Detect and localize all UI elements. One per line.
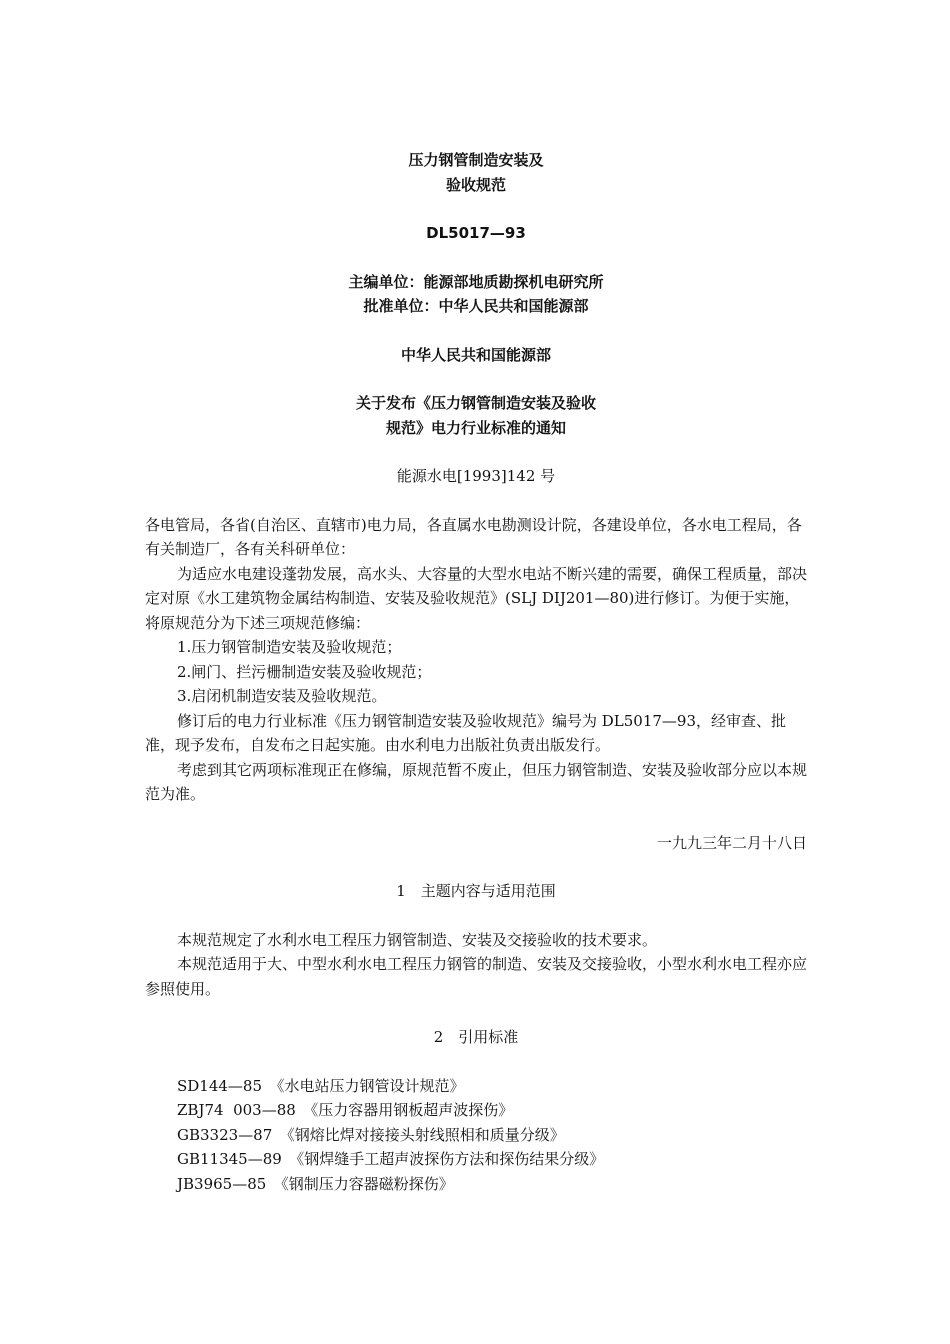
reference-item: GB3323—87 《钢熔比焊对接接头射线照相和质量分级》 xyxy=(177,1125,565,1144)
section-1-paragraph-1: 本规范规定了水利水电工程压力钢管制造、安装及交接验收的技术要求。 xyxy=(177,930,658,949)
section-2-heading: 2 引用标准 xyxy=(433,1028,519,1046)
list-item: 2.闸门、拦污栅制造安装及验收规范； xyxy=(177,662,432,681)
list-item: 1.压力钢管制造安装及验收规范； xyxy=(177,638,402,656)
notice-paragraph-1: 为适应水电建设蓬勃发展，高水头、大容量的大型水电站不断兴建的需要，确保工程质量，部决定对原《水工建筑物金属结构制造、安装及验收规范》(SLJ DIJ201—80)进行修订。为便于实施，将原规范分为下述三项规范修编： xyxy=(145,564,808,632)
document-number: 能源水电[1993]142 号 xyxy=(396,467,556,485)
document-page xyxy=(145,148,807,1196)
reference-item: GB11345—89 《钢焊缝手工超声波探伤方法和探伤结果分级》 xyxy=(177,1150,605,1168)
document-title-line2: 验收规范 xyxy=(445,175,506,194)
notice-title-line2: 规范》电力行业标准的通知 xyxy=(385,418,566,437)
list-item: 3.启闭机制造安装及验收规范。 xyxy=(177,687,387,705)
section-1-heading: 1 主题内容与适用范围 xyxy=(396,882,556,900)
section-1-paragraph-2: 本规范适用于大、中型水利水电工程压力钢管的制造、安装及交接验收，小型水利水电工程亦应参照使用。 xyxy=(145,955,808,998)
notice-paragraph-2: 修订后的电力行业标准《压力钢管制造安装及验收规范》编号为 DL5017—93，经审查、批准，现予发布，自发布之日起实施。由水利电力出版社负责出版发行。 xyxy=(145,711,787,754)
reference-item: ZBJ74 003—88 《压力容器用钢板超声波探伤》 xyxy=(177,1101,514,1119)
reference-item: JB3965—85 《钢制压力容器磁粉探伤》 xyxy=(177,1174,454,1193)
notice-title-line1: 关于发布《压力钢管制造安装及验收 xyxy=(355,394,596,412)
notice-date: 一九九三年二月十八日 xyxy=(656,833,807,852)
issuer: 中华人民共和国能源部 xyxy=(400,345,551,364)
reference-item: SD144—85 《水电站压力钢管设计规范》 xyxy=(177,1076,465,1095)
approver-unit: 批准单位：中华人民共和国能源部 xyxy=(363,297,589,315)
editor-unit: 主编单位：能源部地质勘探机电研究所 xyxy=(348,272,604,291)
document-title-line1: 压力钢管制造安装及 xyxy=(408,151,544,169)
addressee: 各电管局，各省(自治区、直辖市)电力局，各直属水电勘测设计院，各建设单位，各水电工程局，各有关制造厂，各有关科研单位： xyxy=(145,515,802,558)
standard-code: DL5017—93 xyxy=(426,224,526,242)
notice-paragraph-3: 考虑到其它两项标准现正在修编，原规范暂不废止，但压力钢管制造、安装及验收部分应以本规范为准。 xyxy=(145,760,808,803)
